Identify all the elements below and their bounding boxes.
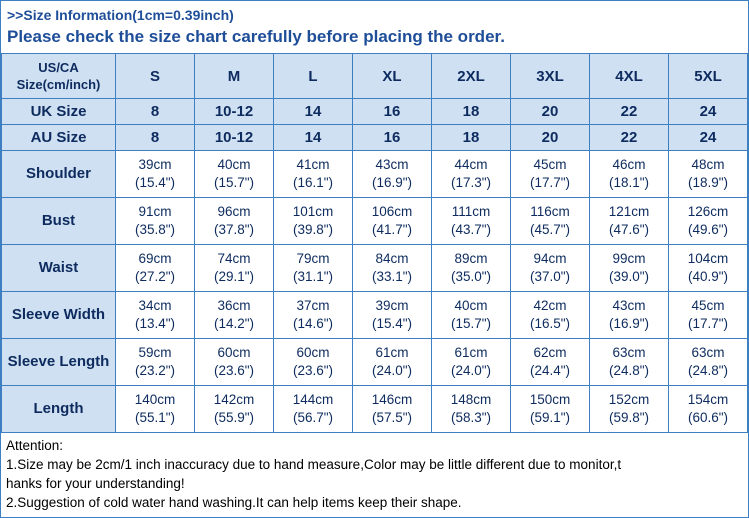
row-label: Sleeve Length	[2, 339, 116, 386]
measure-cell	[195, 245, 274, 292]
measure-cell	[669, 198, 748, 245]
attention-section	[1, 433, 748, 512]
attention-note-2: 2.Suggestion of cold water hand washing.It can help items keep their shape.	[6, 495, 462, 510]
measure-cell	[590, 151, 669, 198]
au-size-value: 8	[116, 125, 195, 151]
measure-cm: 69cm	[138, 251, 172, 266]
measure-cm: 60cm	[296, 345, 330, 360]
uk-size-value: 16	[353, 99, 432, 125]
au-size-value: 10-12	[195, 125, 274, 151]
measure-inch: (15.7")	[213, 175, 255, 190]
measure-cell	[669, 292, 748, 339]
au-size-value: 14	[274, 125, 353, 151]
measure-inch: (16.1")	[292, 175, 334, 190]
measure-inch: (17.3")	[450, 175, 492, 190]
measure-cm: 79cm	[296, 251, 330, 266]
measure-inch: (40.9")	[687, 269, 729, 284]
measure-cell	[590, 198, 669, 245]
measure-cm: 126cm	[687, 204, 729, 219]
measure-cm: 144cm	[292, 392, 334, 407]
measure-cell	[353, 151, 432, 198]
au-size-label: AU Size	[2, 125, 116, 151]
measure-cell	[116, 386, 195, 433]
measure-cm: 74cm	[217, 251, 251, 266]
measure-inch: (24.8")	[687, 363, 729, 378]
measure-inch: (43.7")	[450, 222, 492, 237]
measure-cm: 45cm	[533, 157, 567, 172]
row-label: Length	[2, 386, 116, 433]
uk-size-row	[2, 99, 748, 125]
column-header-5xl: 5XL	[669, 54, 748, 99]
measure-cell	[116, 198, 195, 245]
measure-cm: 42cm	[533, 298, 567, 313]
measure-cm: 63cm	[691, 345, 725, 360]
measure-inch: (14.2")	[213, 316, 255, 331]
size-info-heading: >>Size Information(1cm=0.39inch)	[7, 7, 234, 23]
measure-inch: (37.8")	[213, 222, 255, 237]
measure-inch: (27.2")	[134, 269, 176, 284]
measure-cm: 140cm	[134, 392, 176, 407]
measure-cm: 37cm	[296, 298, 330, 313]
measure-cell	[432, 292, 511, 339]
measure-cell	[353, 198, 432, 245]
measure-cell	[353, 245, 432, 292]
measure-cm: 96cm	[217, 204, 251, 219]
measure-cm: 61cm	[454, 345, 488, 360]
uk-size-value: 22	[590, 99, 669, 125]
measure-inch: (58.3")	[450, 410, 492, 425]
measure-cm: 91cm	[138, 204, 172, 219]
measure-inch: (16.9")	[608, 316, 650, 331]
measure-cm: 104cm	[687, 251, 729, 266]
measure-cell	[432, 198, 511, 245]
measure-cell	[669, 386, 748, 433]
measure-cell	[274, 245, 353, 292]
measure-inch: (18.1")	[608, 175, 650, 190]
measure-inch: (57.5")	[371, 410, 413, 425]
au-size-value: 24	[669, 125, 748, 151]
row-label: Bust	[2, 198, 116, 245]
measure-inch: (59.8")	[608, 410, 650, 425]
column-header-4xl: 4XL	[590, 54, 669, 99]
measure-cell	[116, 292, 195, 339]
au-size-value: 16	[353, 125, 432, 151]
measure-cm: 146cm	[371, 392, 413, 407]
attention-note-1-cont: hanks for your understanding!	[6, 476, 185, 491]
row-label: Sleeve Width	[2, 292, 116, 339]
measure-inch: (23.6")	[292, 363, 334, 378]
measure-cell	[195, 386, 274, 433]
measure-inch: (56.7")	[292, 410, 334, 425]
attention-title: Attention:	[6, 438, 64, 453]
row-label: Waist	[2, 245, 116, 292]
measure-cm: 40cm	[454, 298, 488, 313]
uk-size-value: 8	[116, 99, 195, 125]
column-header-xl: XL	[353, 54, 432, 99]
measure-cm: 116cm	[530, 204, 570, 219]
measure-cell	[669, 151, 748, 198]
measure-inch: (16.9")	[371, 175, 413, 190]
measure-inch: (14.6")	[292, 316, 334, 331]
measure-cm: 154cm	[687, 392, 729, 407]
measure-inch: (39.0")	[608, 269, 650, 284]
uk-size-value: 18	[432, 99, 511, 125]
measure-cm: 121cm	[608, 204, 650, 219]
measure-cm: 99cm	[612, 251, 646, 266]
measure-inch: (60.6")	[687, 410, 729, 425]
measure-cell	[669, 245, 748, 292]
measure-inch: (55.1")	[134, 410, 176, 425]
table-row	[2, 245, 748, 292]
measure-inch: (18.9")	[687, 175, 729, 190]
uk-size-value: 20	[511, 99, 590, 125]
measure-inch: (41.7")	[371, 222, 413, 237]
measure-inch: (17.7")	[529, 175, 571, 190]
uk-size-value: 10-12	[195, 99, 274, 125]
measure-cell	[195, 292, 274, 339]
table-row	[2, 386, 748, 433]
measure-inch: (55.9")	[213, 410, 255, 425]
measure-cell	[590, 245, 669, 292]
measure-cell	[274, 386, 353, 433]
measure-cell	[590, 339, 669, 386]
au-size-value: 18	[432, 125, 511, 151]
uk-size-label: UK Size	[2, 99, 116, 125]
measure-cm: 152cm	[608, 392, 650, 407]
measure-inch: (17.7")	[687, 316, 729, 331]
corner-header-cell	[2, 54, 116, 99]
row-label: Shoulder	[2, 151, 116, 198]
au-size-value: 22	[590, 125, 669, 151]
measure-inch: (49.6")	[687, 222, 729, 237]
column-header-l: L	[274, 54, 353, 99]
measure-cm: 111cm	[451, 204, 491, 219]
measure-cell	[274, 292, 353, 339]
table-header-row	[2, 54, 748, 99]
measure-cell	[116, 245, 195, 292]
measure-cm: 59cm	[138, 345, 172, 360]
measure-cm: 101cm	[292, 204, 334, 219]
measure-cell	[432, 386, 511, 433]
measure-inch: (24.0")	[450, 363, 492, 378]
measure-cell	[274, 339, 353, 386]
measure-cell	[432, 339, 511, 386]
measure-inch: (24.8")	[608, 363, 650, 378]
measure-cell	[353, 386, 432, 433]
measure-cell	[274, 151, 353, 198]
measure-inch: (31.1")	[292, 269, 334, 284]
measure-cell	[195, 339, 274, 386]
measure-cm: 39cm	[138, 157, 172, 172]
measure-cm: 84cm	[375, 251, 409, 266]
size-check-notice: Please check the size chart carefully before placing the order.	[7, 27, 505, 46]
measure-inch: (35.8")	[134, 222, 176, 237]
measure-cm: 142cm	[213, 392, 255, 407]
measure-cm: 43cm	[612, 298, 646, 313]
measure-cm: 94cm	[533, 251, 567, 266]
uk-size-value: 24	[669, 99, 748, 125]
measure-cell	[511, 245, 590, 292]
measure-cm: 46cm	[612, 157, 646, 172]
au-size-value: 20	[511, 125, 590, 151]
measure-cell	[116, 339, 195, 386]
table-row	[2, 151, 748, 198]
corner-label-line2: Size(cm/inch)	[16, 77, 101, 92]
measure-inch: (39.8")	[292, 222, 334, 237]
measure-inch: (15.4")	[371, 316, 413, 331]
measure-inch: (29.1")	[213, 269, 255, 284]
measure-inch: (24.0")	[371, 363, 413, 378]
column-header-2xl: 2XL	[432, 54, 511, 99]
corner-label-line1: US/CA	[38, 60, 79, 75]
measure-cell	[511, 198, 590, 245]
column-header-3xl: 3XL	[511, 54, 590, 99]
measure-cell	[116, 151, 195, 198]
measure-inch: (16.5")	[529, 316, 571, 331]
measure-cell	[195, 151, 274, 198]
column-header-m: M	[195, 54, 274, 99]
measure-inch: (47.6")	[608, 222, 650, 237]
measure-cell	[511, 151, 590, 198]
measure-inch: (35.0")	[450, 269, 492, 284]
measure-cm: 44cm	[454, 157, 488, 172]
measure-inch: (33.1")	[371, 269, 413, 284]
measure-cm: 41cm	[296, 157, 330, 172]
measure-cm: 60cm	[217, 345, 251, 360]
table-row	[2, 292, 748, 339]
measure-cm: 63cm	[612, 345, 646, 360]
measure-cell	[511, 386, 590, 433]
measure-inch: (24.4")	[529, 363, 571, 378]
measure-cell	[353, 292, 432, 339]
uk-size-value: 14	[274, 99, 353, 125]
measure-cm: 45cm	[691, 298, 725, 313]
measure-inch: (45.7")	[529, 222, 571, 237]
measure-inch: (23.6")	[213, 363, 255, 378]
measure-cell	[590, 292, 669, 339]
measure-inch: (23.2")	[134, 363, 176, 378]
measure-cm: 34cm	[138, 298, 172, 313]
measure-cm: 48cm	[691, 157, 725, 172]
measure-cm: 148cm	[450, 392, 492, 407]
measure-inch: (15.7")	[450, 316, 492, 331]
measure-cm: 89cm	[454, 251, 488, 266]
measure-inch: (15.4")	[134, 175, 176, 190]
au-size-row	[2, 125, 748, 151]
measure-cell	[353, 339, 432, 386]
measure-inch: (37.0")	[529, 269, 571, 284]
attention-note-1: 1.Size may be 2cm/1 inch inaccuracy due to hand measure,Color may be little different due to monitor,t	[6, 457, 622, 472]
measure-cell	[274, 198, 353, 245]
measure-cell	[432, 151, 511, 198]
measure-cell	[432, 245, 511, 292]
measure-cell	[669, 339, 748, 386]
measure-cm: 40cm	[217, 157, 251, 172]
measure-cm: 150cm	[529, 392, 571, 407]
measure-cell	[590, 386, 669, 433]
measure-cm: 39cm	[375, 298, 409, 313]
measure-cm: 36cm	[217, 298, 251, 313]
measure-inch: (59.1")	[529, 410, 571, 425]
measure-inch: (13.4")	[134, 316, 176, 331]
measure-cm: 61cm	[375, 345, 409, 360]
measure-cm: 62cm	[533, 345, 567, 360]
measure-cm: 106cm	[371, 204, 413, 219]
size-chart-table	[1, 53, 748, 433]
table-row	[2, 198, 748, 245]
measure-cm: 43cm	[375, 157, 409, 172]
column-header-s: S	[116, 54, 195, 99]
measure-cell	[511, 292, 590, 339]
measure-cell	[195, 198, 274, 245]
table-row	[2, 339, 748, 386]
measure-cell	[511, 339, 590, 386]
